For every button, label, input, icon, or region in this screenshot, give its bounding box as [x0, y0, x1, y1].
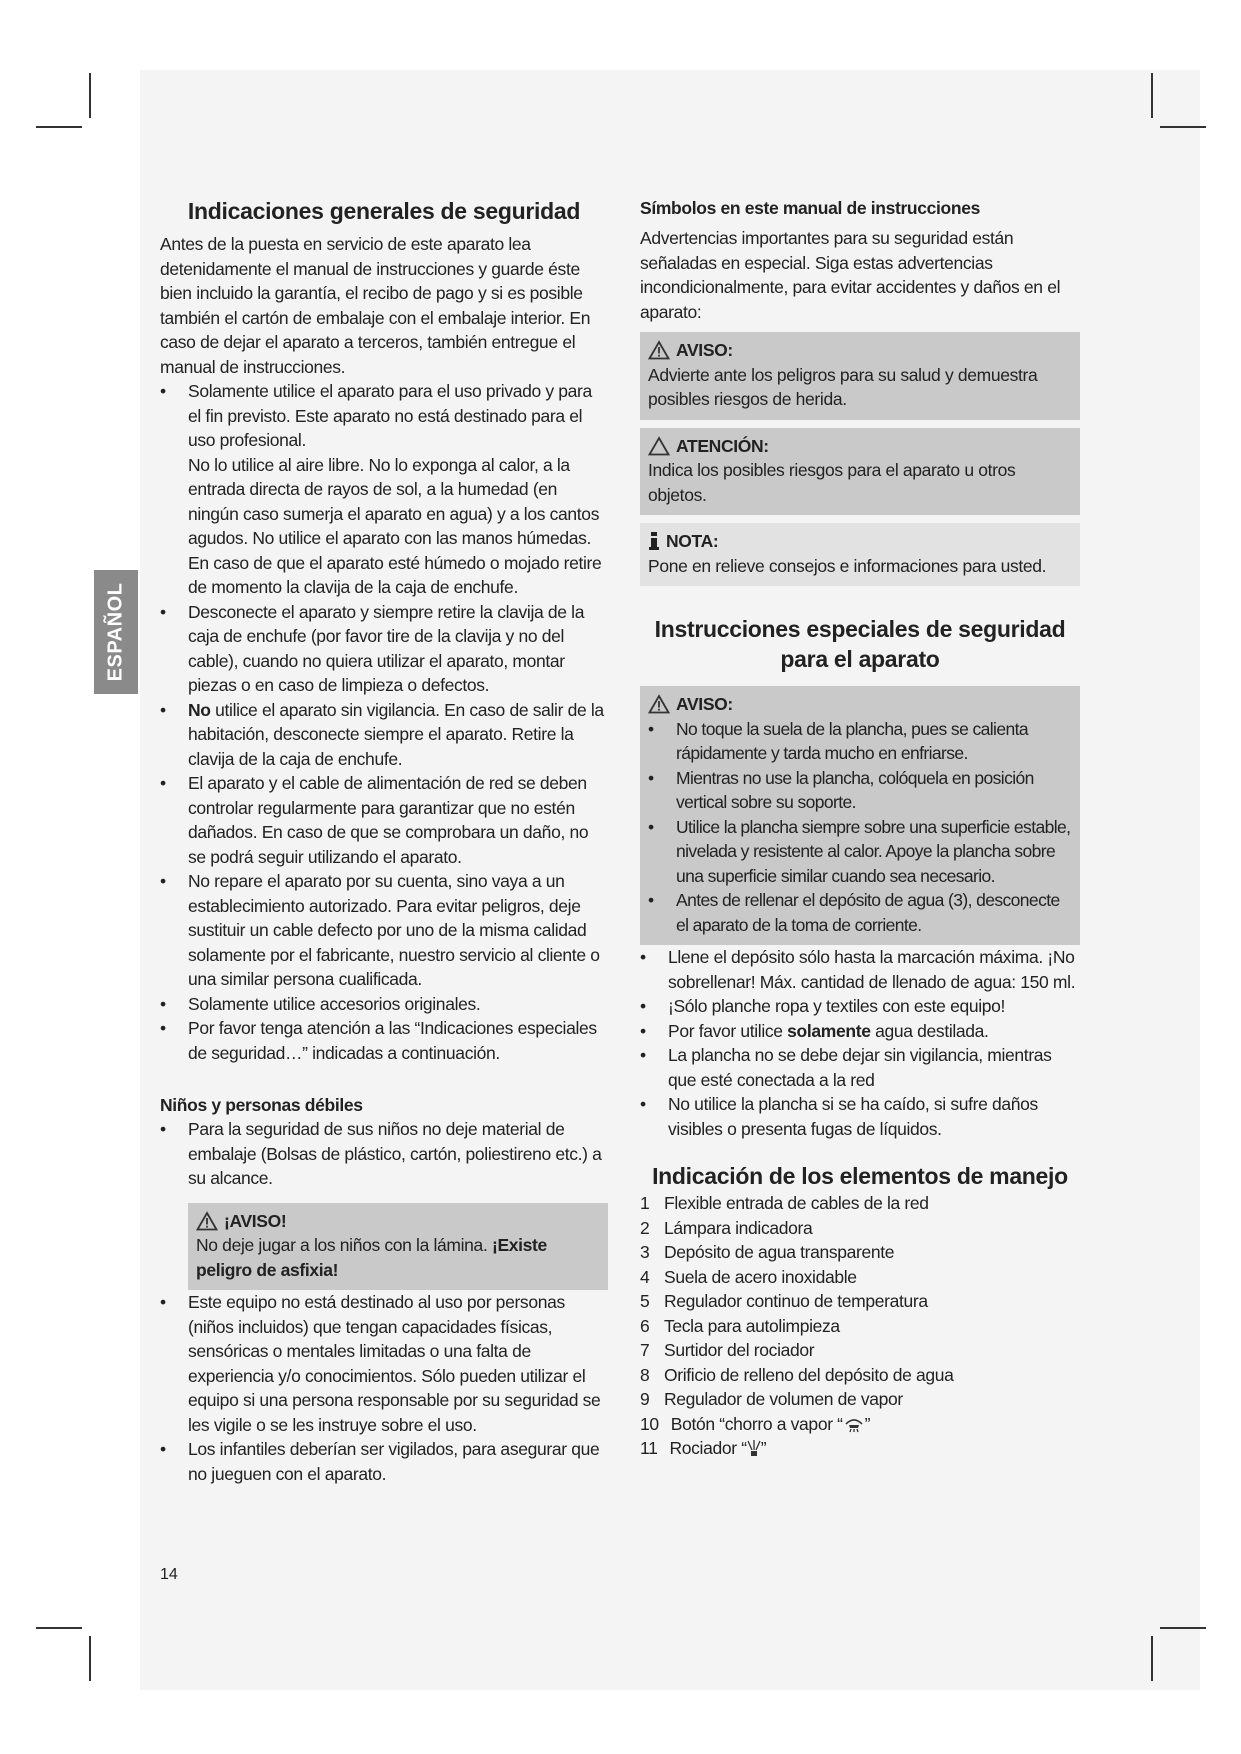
left-column [160, 196, 608, 1486]
general-safety-list [160, 379, 608, 1065]
list-item-text: Solamente utilice accesorios originales. [188, 993, 481, 1014]
control-label: Orificio de relleno del depósito de agua [664, 1364, 954, 1385]
list-item [160, 1437, 608, 1486]
control-label: Regulador de volumen de vapor [664, 1389, 903, 1409]
special-safety-title-line2: para el aparato [780, 646, 940, 672]
control-item [640, 1412, 1080, 1437]
control-number: 7 [640, 1340, 650, 1360]
control-label-wrap [671, 1412, 870, 1437]
warning-bold-text: ¡Existe peligro de asfixia! [196, 1235, 547, 1280]
control-label: Lámpara indicadora [664, 1217, 813, 1238]
list-item: • No toque la suela de la plancha, pues se calienta rápidamente y tarda mucho en enfriarse. [648, 717, 1072, 766]
atencion-title: ATENCIÓN: [676, 435, 769, 456]
warning-body [196, 1233, 600, 1282]
children-list [160, 1117, 608, 1191]
list-item-text: No repare el aparato por su cuenta, sino vaya a un establecimiento autorizado. Para evitar peligros, deje sustituir un cable defecto por uno de la misma calidad solamente por el fabricante, nuestro servicio al cliente o una similar persona cualificada. [188, 871, 600, 989]
control-item [640, 1191, 1080, 1216]
aviso-head [648, 338, 1072, 363]
language-tab-label: ESPAÑOL [104, 582, 127, 682]
control-item [640, 1387, 1080, 1412]
list-item-bold: solamente [787, 1020, 871, 1041]
control-item [640, 1363, 1080, 1388]
control-item [640, 1265, 1080, 1290]
control-label-wrap [669, 1436, 766, 1461]
list-item: • La plancha no se debe dejar sin vigilancia, mientras que esté conectada a la red [640, 1043, 1080, 1092]
page-number: 14 [160, 1566, 178, 1583]
control-number: 4 [640, 1266, 650, 1287]
control-number: 1 [640, 1193, 650, 1213]
list-item: • ¡Sólo planche ropa y textiles con este equipo! [640, 994, 1080, 1019]
control-label: Surtidor del rociador [664, 1340, 815, 1360]
crop-mark-tl-h [36, 126, 82, 128]
control-item [640, 1436, 1080, 1461]
list-item [160, 698, 608, 772]
list-item [160, 992, 608, 1017]
list-item-text: Los infantiles deberían ser vigilados, para asegurar que no jueguen con el aparato. [188, 1439, 600, 1484]
crop-mark-bl-h [36, 1627, 82, 1629]
crop-mark-br-v [1151, 1636, 1153, 1681]
list-item-text: Este equipo no está destinado al uso por personas (niños incluidos) que tengan capacidades físicas, sensóricas o mentales limitadas o una falta de experiencia y/o conocimientos. Sólo pueden utilizar el equipo si una persona responsable por su seguridad se les vigile o se les instruye sobre el uso. [188, 1292, 601, 1435]
list-item [160, 1117, 608, 1191]
list-item: • Mientras no use la plancha, colóquela en posición vertical sobre su soporte. [648, 766, 1072, 815]
control-item [640, 1216, 1080, 1241]
list-item-text: Por favor tenga atención a las “Indicaciones especiales de seguridad…” indicadas a continuación. [188, 1018, 597, 1063]
controls-list [640, 1191, 1080, 1461]
closing-quote: ” [760, 1438, 767, 1458]
special-safety-title [640, 614, 1080, 674]
control-label: Tecla para autolimpieza [664, 1315, 840, 1336]
crop-mark-tr-h [1160, 126, 1206, 128]
list-item [160, 1290, 608, 1437]
nota-title: NOTA: [666, 531, 719, 551]
list-item-text: Por favor utilice [668, 1020, 788, 1041]
general-safety-intro: Antes de la puesta en servicio de este aparato lea detenidamente el manual de instrucciones y guarde éste bien incluido la garantía, el recibo de pago y si es posible también el cartón de embalaje con el embalaje interior. En caso de dejar el aparato a terceros, también entregue el manual de instrucciones. [160, 234, 591, 377]
special-aviso-list [648, 717, 1072, 938]
list-item [640, 1019, 1080, 1044]
list-item: • Antes de rellenar el depósito de agua (3), desconecte el aparato de la toma de corriente. [648, 888, 1072, 937]
warning-head [196, 1209, 600, 1234]
list-item [160, 379, 608, 600]
aviso-text: Advierte ante los peligros para su salud y demuestra posibles riesgos de herida. [648, 364, 1038, 409]
control-label: Flexible entrada de cables de la red [664, 1193, 929, 1213]
list-item [160, 869, 608, 992]
symbols-heading: Símbolos en este manual de instrucciones [640, 198, 980, 218]
warning-text: No deje jugar a los niños con la lámina. [196, 1235, 492, 1255]
crop-mark-br-h [1160, 1627, 1206, 1629]
symbols-intro: Advertencias importantes para su seguridad están señaladas en especial. Siga estas advertencias incondicionalmente, para evitar accidentes y daños en el aparato: [640, 228, 1061, 322]
aviso-box [640, 332, 1080, 420]
list-item-text: Solamente utilice el aparato para el uso privado y para el fin previsto. Este aparato no está destinado para el uso profesional. [188, 381, 592, 450]
children-list-2 [160, 1290, 608, 1486]
control-item [640, 1240, 1080, 1265]
atencion-text: Indica los posibles riesgos para el aparato u otros objetos. [648, 460, 1016, 505]
nota-text: Pone en relieve consejos e informaciones para usted. [648, 555, 1047, 576]
crop-mark-tr-v [1151, 73, 1153, 118]
right-column [640, 196, 1080, 1461]
warning-title: ¡AVISO! [224, 1210, 287, 1231]
control-item [640, 1338, 1080, 1363]
closing-quote: ” [864, 1413, 871, 1434]
list-item-text: Desconecte el aparato y siempre retire la clavija de la caja de enchufe (por favor tire de la clavija y no del cable), cuando no quiera utilizar el aparato, montar piezas o en caso de limpieza o defectos. [188, 601, 585, 695]
list-item-continuation: No lo utilice al aire libre. No lo exponga al calor, a la entrada directa de rayos de sol, a la humedad (en ningún caso sumerja el aparato en agua) y a los cantos agudos. No utilice el aparato con las manos húmedas. En caso de que el aparato esté húmedo o mojado retire de momento la clavija de la caja de enchufe. [188, 454, 602, 597]
control-number: 8 [640, 1364, 650, 1385]
control-item [640, 1289, 1080, 1314]
general-safety-title: Indicaciones generales de seguridad [187, 198, 581, 224]
crop-mark-bl-v [89, 1636, 91, 1681]
controls-title: Indicación de los elementos de manejo [652, 1163, 1068, 1189]
special-safety-list [640, 945, 1080, 1141]
atencion-head [648, 434, 1072, 459]
language-tab [94, 570, 138, 694]
info-icon [648, 532, 660, 550]
control-number: 3 [640, 1242, 650, 1262]
caution-triangle-icon [648, 436, 670, 456]
control-number: 9 [640, 1389, 650, 1409]
list-item-text: Para la seguridad de sus niños no deje material de embalaje (Bolsas de plástico, cartón, poliestireno etc.) a su alcance. [188, 1119, 602, 1188]
control-label: Suela de acero inoxidable [664, 1266, 857, 1287]
nota-head [648, 529, 1072, 554]
list-item-text: El aparato y el cable de alimentación de red se deben controlar regularmente para garantizar que no estén dañados. En caso de que se comprobara un daño, no se podrá seguir utilizando el aparato. [188, 773, 589, 867]
control-number: 2 [640, 1217, 650, 1238]
warning-triangle-icon [196, 1211, 218, 1231]
spray-icon [747, 1439, 761, 1457]
control-number: 6 [640, 1315, 650, 1336]
list-item [160, 600, 608, 698]
atencion-box [640, 428, 1080, 516]
control-label: Rociador “ [669, 1438, 747, 1458]
list-item-bold: No [188, 699, 211, 720]
list-item-text: utilice el aparato sin vigilancia. En caso de salir de la habitación, desconecte siempre el aparato. Retire la clavija de la caja de enchufe. [188, 699, 604, 769]
list-item: • Utilice la plancha siempre sobre una superficie estable, nivelada y resistente al calor. Apoye la plancha sobre una superficie similar cuando sea necesario. [648, 815, 1072, 889]
control-label: Regulador continuo de temperatura [664, 1291, 928, 1311]
control-number: 5 [640, 1291, 650, 1311]
list-item-text: agua destilada. [870, 1020, 989, 1041]
nota-box [640, 523, 1080, 586]
list-item: • No utilice la plancha si se ha caído, si sufre daños visibles o presenta fugas de líquidos. [640, 1092, 1080, 1141]
list-item [160, 1016, 608, 1065]
control-item [640, 1314, 1080, 1339]
list-item: • Llene el depósito sólo hasta la marcación máxima. ¡No sobrellenar! Máx. cantidad de llenado de agua: 150 ml. [640, 945, 1080, 994]
steam-burst-icon [843, 1415, 865, 1433]
children-heading: Niños y personas débiles [160, 1095, 363, 1115]
special-aviso-head [648, 692, 1072, 717]
crop-mark-tl-v [89, 73, 91, 118]
warning-triangle-icon [648, 340, 670, 360]
control-number: 10 [640, 1413, 659, 1434]
special-safety-title-line1: Instrucciones especiales de seguridad [654, 616, 1066, 642]
control-label: Depósito de agua transparente [664, 1242, 895, 1262]
special-aviso-box [640, 686, 1080, 945]
warning-triangle-icon [648, 694, 670, 714]
control-label: Botón “chorro a vapor “ [670, 1413, 843, 1434]
warning-box [188, 1203, 608, 1291]
special-aviso-title: AVISO: [676, 694, 733, 714]
control-number: 11 [640, 1438, 658, 1458]
list-item [160, 771, 608, 869]
aviso-title: AVISO: [676, 340, 733, 360]
